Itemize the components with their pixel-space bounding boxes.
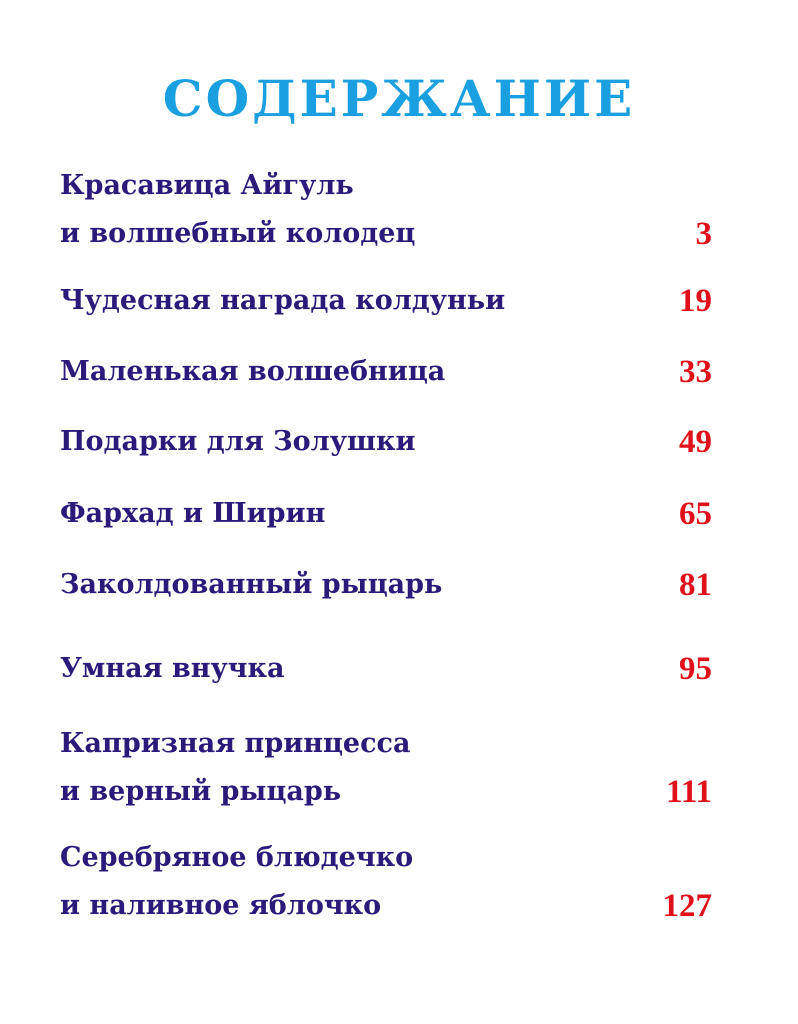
- entry-title: Капризная принцесса и верный рыцарь: [60, 728, 411, 807]
- entry-page-number: 19: [679, 283, 712, 319]
- entry-title: Красавица Айгуль и волшебный колодец: [60, 170, 416, 249]
- entry-page-number: 81: [679, 567, 712, 603]
- page-title: СОДЕРЖАНИЕ: [162, 69, 636, 128]
- entry-page-number: 3: [695, 216, 712, 252]
- entry-page-number: 111: [666, 774, 712, 810]
- entry-page-number: 33: [679, 354, 712, 390]
- entry-title: Фархад и Ширин: [60, 498, 326, 529]
- entry-title: Заколдованный рыцарь: [60, 569, 443, 600]
- entry-title: Серебряное блюдечко и наливное яблочко: [60, 842, 414, 921]
- entry-title: Маленькая волшебница: [60, 356, 446, 387]
- entry-title: Умная внучка: [60, 653, 285, 684]
- entry-page-number: 49: [679, 424, 712, 460]
- entry-title: Подарки для Золушки: [60, 426, 416, 457]
- entry-title: Чудесная награда колдуньи: [60, 285, 506, 316]
- entry-page-number: 95: [679, 651, 712, 687]
- entry-page-number: 127: [662, 888, 712, 924]
- entry-page-number: 65: [679, 496, 712, 532]
